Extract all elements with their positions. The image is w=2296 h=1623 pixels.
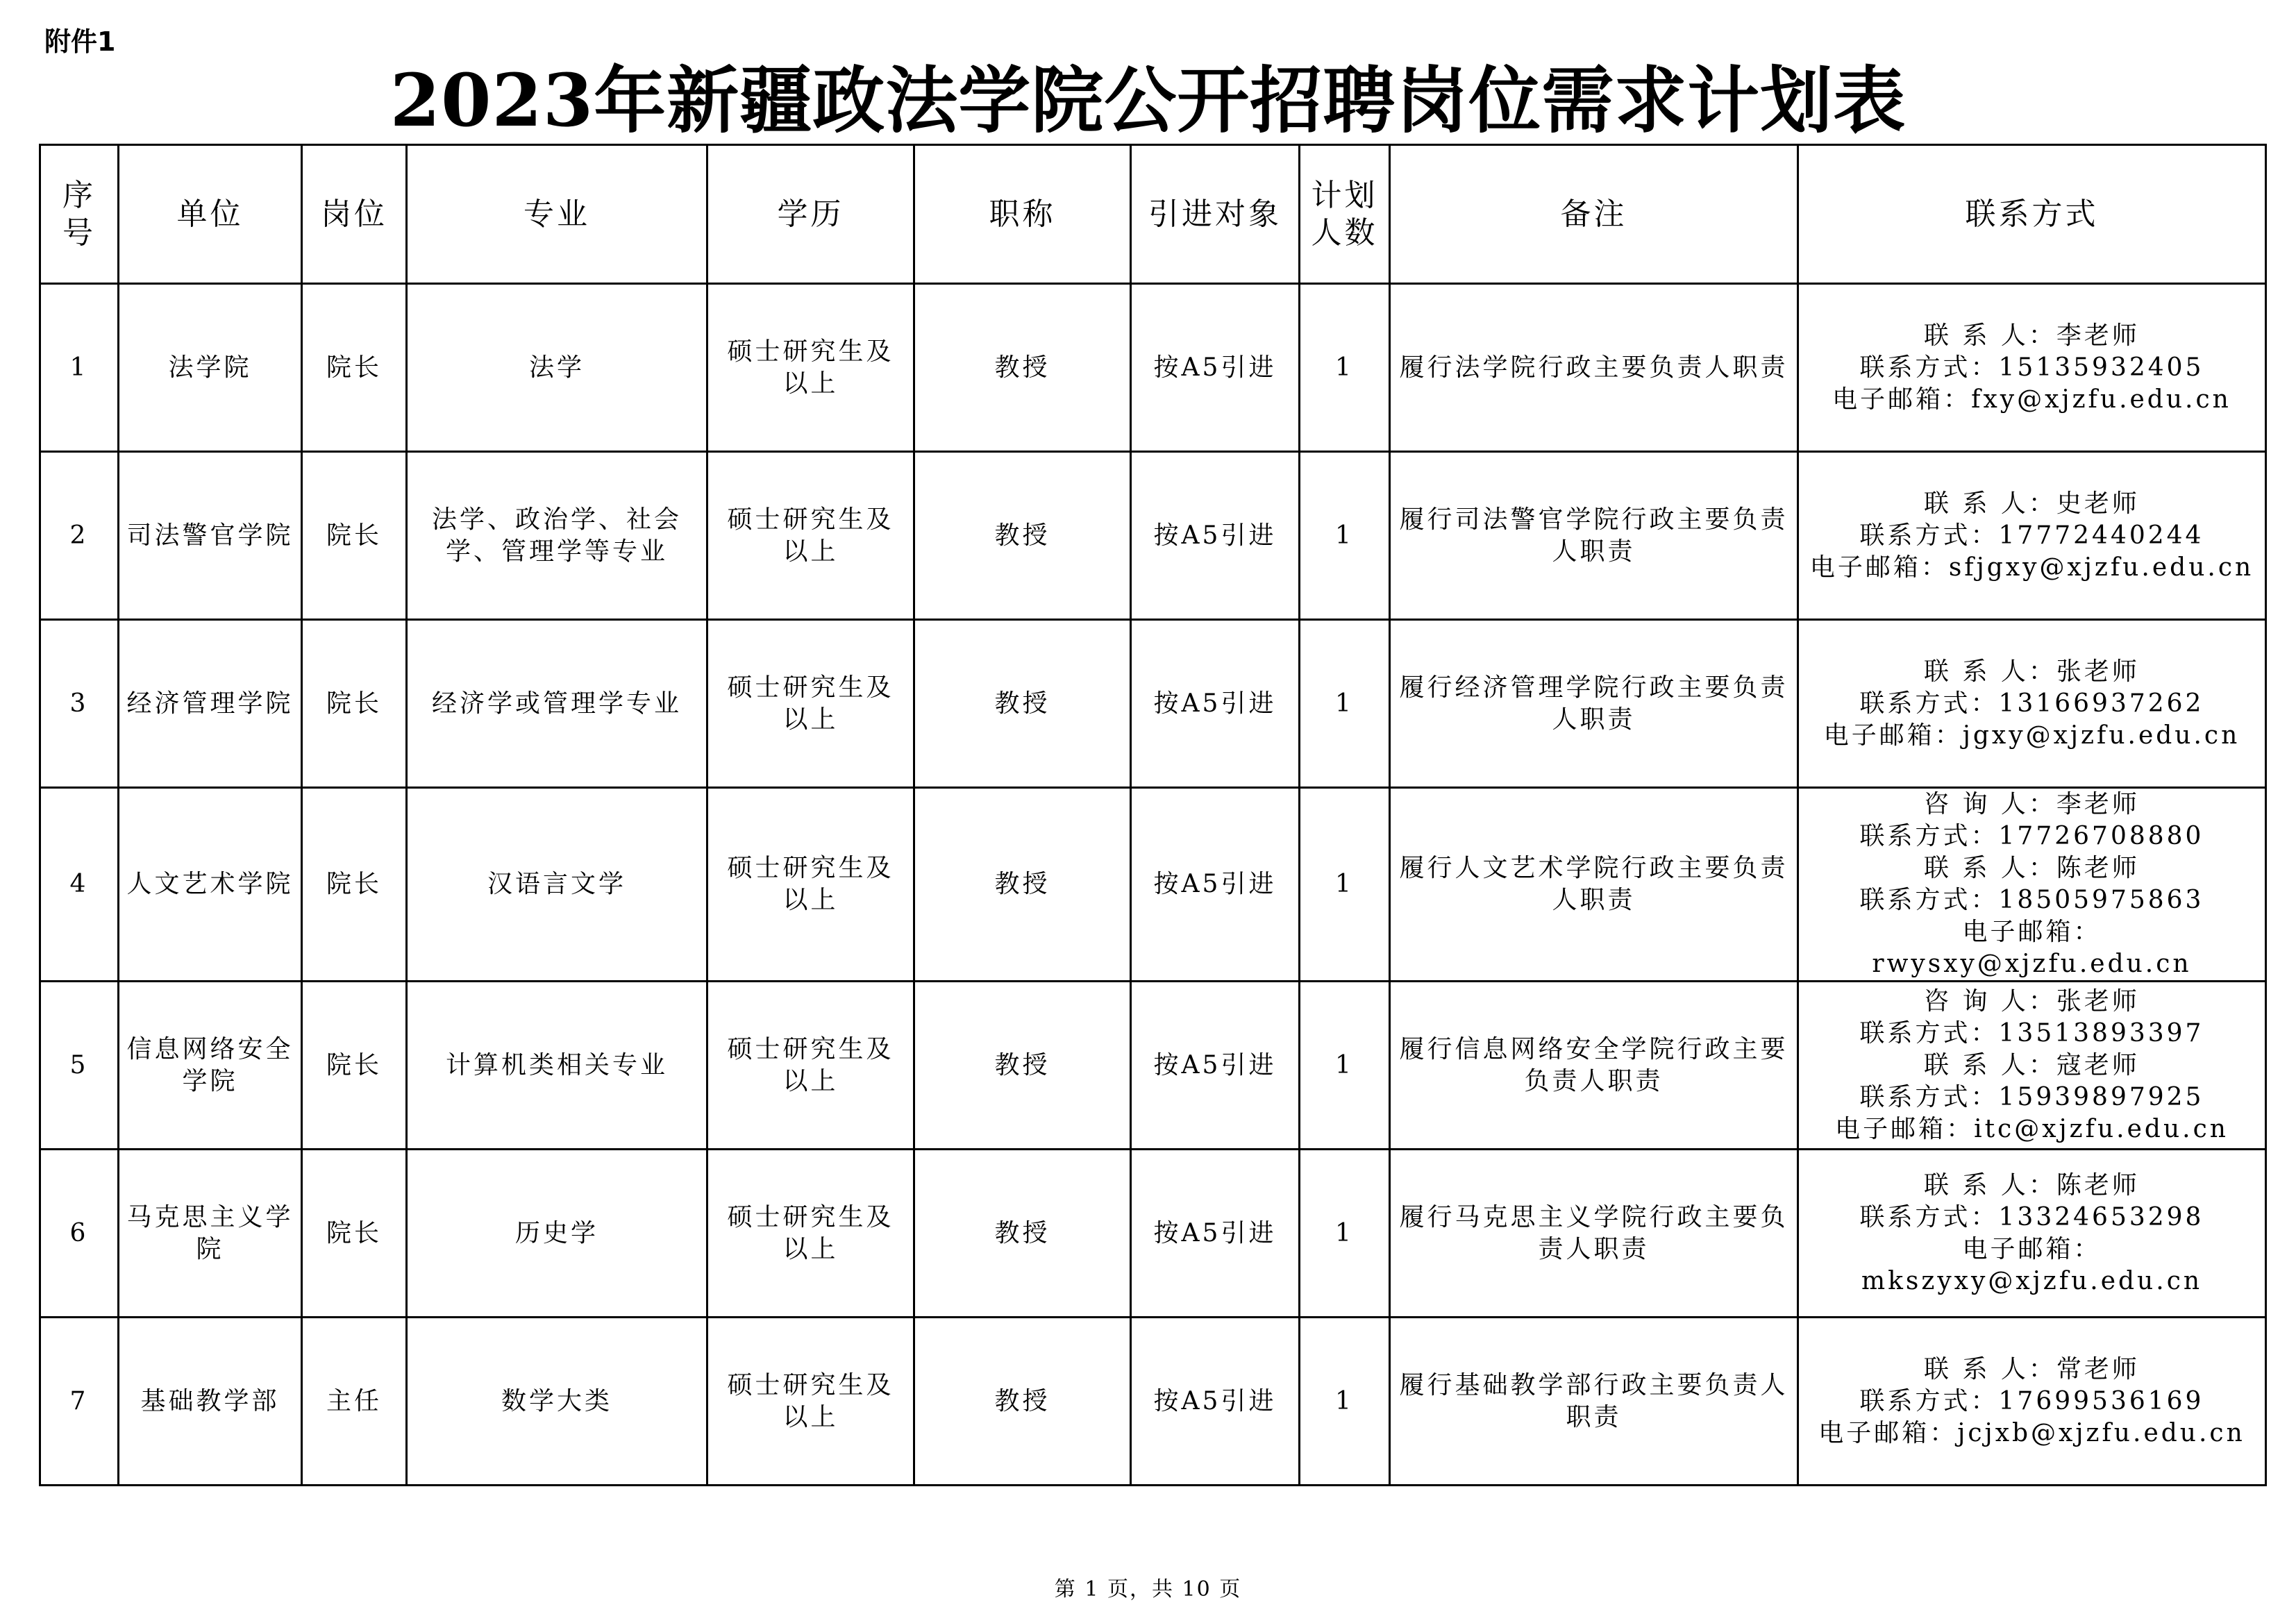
cell-education: 硕士研究生及以上	[707, 982, 914, 1150]
cell-remark: 履行司法警官学院行政主要负责人职责	[1390, 452, 1798, 620]
cell-position: 院长	[302, 982, 407, 1150]
cell-major: 经济学或管理学专业	[407, 620, 707, 788]
cell-recruit-target: 按A5引进	[1131, 1318, 1300, 1486]
cell-contact: 咨 询 人：李老师 联系方式：17726708880 联 系 人：陈老师 联系方式：18505975863 电子邮箱：rwysxy@xjzfu.edu.cn	[1798, 788, 2266, 982]
header-unit: 单位	[119, 145, 302, 284]
cell-seq: 3	[40, 620, 119, 788]
cell-major: 历史学	[407, 1150, 707, 1318]
header-quota-line1: 计划	[1311, 177, 1378, 213]
cell-contact: 联 系 人：史老师 联系方式：17772440244 电子邮箱：sfjgxy@xjzfu.edu.cn	[1798, 452, 2266, 620]
cell-major: 法学	[407, 284, 707, 452]
attachment-label: 附件1	[44, 26, 116, 57]
cell-remark: 履行信息网络安全学院行政主要负责人职责	[1390, 982, 1798, 1150]
header-quota	[1300, 145, 1390, 284]
cell-recruit-target: 按A5引进	[1131, 982, 1300, 1150]
cell-education: 硕士研究生及以上	[707, 1150, 914, 1318]
cell-position: 院长	[302, 452, 407, 620]
cell-major: 法学、政治学、社会学、管理学等专业	[407, 452, 707, 620]
cell-position: 院长	[302, 620, 407, 788]
cell-education: 硕士研究生及以上	[707, 452, 914, 620]
header-education: 学历	[707, 145, 914, 284]
cell-contact: 咨 询 人：张老师 联系方式：13513893397 联 系 人：寇老师 联系方式：15939897925 电子邮箱：itc@xjzfu.edu.cn	[1798, 982, 2266, 1150]
cell-recruit-target: 按A5引进	[1131, 452, 1300, 620]
cell-position: 院长	[302, 1150, 407, 1318]
cell-quota: 1	[1300, 620, 1390, 788]
table-header-row	[40, 145, 2266, 284]
cell-unit: 马克思主义学院	[119, 1150, 302, 1318]
table-row	[40, 452, 2266, 620]
cell-contact: 联 系 人：李老师 联系方式：15135932405 电子邮箱：fxy@xjzfu.edu.cn	[1798, 284, 2266, 452]
header-remark: 备注	[1390, 145, 1798, 284]
cell-major: 数学大类	[407, 1318, 707, 1486]
cell-major: 计算机类相关专业	[407, 982, 707, 1150]
cell-title: 教授	[914, 788, 1131, 982]
cell-remark: 履行经济管理学院行政主要负责人职责	[1390, 620, 1798, 788]
cell-unit: 法学院	[119, 284, 302, 452]
cell-education: 硕士研究生及以上	[707, 620, 914, 788]
header-seq	[40, 145, 119, 284]
cell-remark: 履行基础教学部行政主要负责人职责	[1390, 1318, 1798, 1486]
page-title: 2023年新疆政法学院公开招聘岗位需求计划表	[389, 58, 1907, 143]
header-contact: 联系方式	[1798, 145, 2266, 284]
header-seq-line1: 序	[62, 177, 96, 213]
cell-education: 硕士研究生及以上	[707, 788, 914, 982]
cell-title: 教授	[914, 452, 1131, 620]
header-major: 专业	[407, 145, 707, 284]
cell-quota: 1	[1300, 1318, 1390, 1486]
cell-contact: 联 系 人：陈老师 联系方式：13324653298 电子邮箱：mkszyxy@xjzfu.edu.cn	[1798, 1150, 2266, 1318]
header-seq-line2: 号	[62, 215, 96, 251]
table-row	[40, 788, 2266, 982]
cell-seq: 5	[40, 982, 119, 1150]
cell-remark: 履行马克思主义学院行政主要负责人职责	[1390, 1150, 1798, 1318]
cell-recruit-target: 按A5引进	[1131, 1150, 1300, 1318]
cell-position: 院长	[302, 284, 407, 452]
cell-seq: 2	[40, 452, 119, 620]
cell-title: 教授	[914, 1318, 1131, 1486]
cell-education: 硕士研究生及以上	[707, 284, 914, 452]
header-position: 岗位	[302, 145, 407, 284]
cell-title: 教授	[914, 284, 1131, 452]
cell-education: 硕士研究生及以上	[707, 1318, 914, 1486]
cell-contact: 联 系 人：张老师 联系方式：13166937262 电子邮箱：jgxy@xjzfu.edu.cn	[1798, 620, 2266, 788]
table-row	[40, 982, 2266, 1150]
cell-quota: 1	[1300, 788, 1390, 982]
cell-quota: 1	[1300, 452, 1390, 620]
cell-seq: 4	[40, 788, 119, 982]
cell-title: 教授	[914, 620, 1131, 788]
header-recruit-target: 引进对象	[1131, 145, 1300, 284]
cell-contact: 联 系 人：常老师 联系方式：17699536169 电子邮箱：jcjxb@xjzfu.edu.cn	[1798, 1318, 2266, 1486]
cell-recruit-target: 按A5引进	[1131, 284, 1300, 452]
cell-unit: 经济管理学院	[119, 620, 302, 788]
header-title: 职称	[914, 145, 1131, 284]
cell-unit: 司法警官学院	[119, 452, 302, 620]
cell-seq: 6	[40, 1150, 119, 1318]
cell-seq: 7	[40, 1318, 119, 1486]
table-row	[40, 620, 2266, 788]
cell-quota: 1	[1300, 1150, 1390, 1318]
table-row	[40, 1150, 2266, 1318]
cell-recruit-target: 按A5引进	[1131, 788, 1300, 982]
cell-title: 教授	[914, 982, 1131, 1150]
cell-remark: 履行法学院行政主要负责人职责	[1390, 284, 1798, 452]
cell-position: 主任	[302, 1318, 407, 1486]
cell-unit: 信息网络安全学院	[119, 982, 302, 1150]
header-quota-line2: 人数	[1311, 215, 1378, 251]
recruitment-plan-table	[39, 144, 2267, 1486]
cell-position: 院长	[302, 788, 407, 982]
table-row	[40, 284, 2266, 452]
cell-unit: 人文艺术学院	[119, 788, 302, 982]
cell-quota: 1	[1300, 284, 1390, 452]
table-row	[40, 1318, 2266, 1486]
cell-quota: 1	[1300, 982, 1390, 1150]
cell-title: 教授	[914, 1150, 1131, 1318]
cell-major: 汉语言文学	[407, 788, 707, 982]
cell-remark: 履行人文艺术学院行政主要负责人职责	[1390, 788, 1798, 982]
page-footer: 第 1 页，共 10 页	[1054, 1577, 1242, 1601]
cell-recruit-target: 按A5引进	[1131, 620, 1300, 788]
cell-seq: 1	[40, 284, 119, 452]
cell-unit: 基础教学部	[119, 1318, 302, 1486]
